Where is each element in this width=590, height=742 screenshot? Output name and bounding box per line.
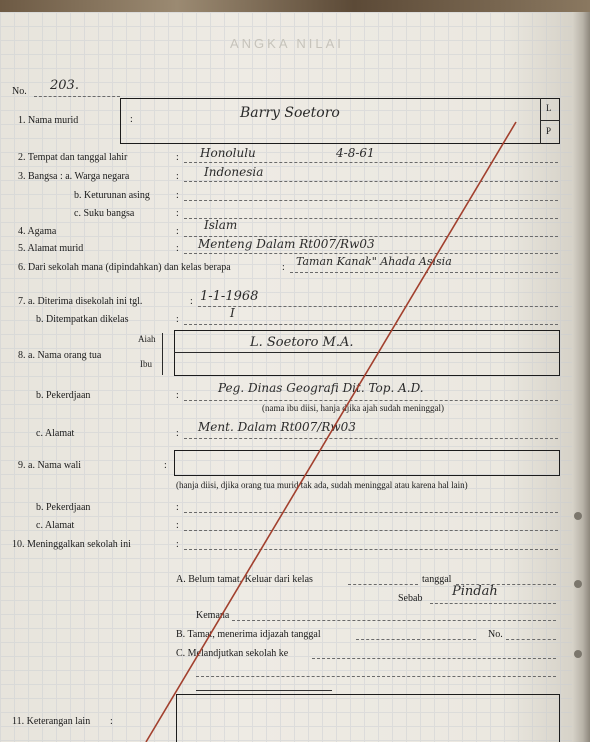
alamat-murid-label: 5. Alamat murid [18, 243, 84, 254]
colon: : [282, 262, 285, 273]
sekolah-asal-label: 6. Dari sekolah mana (dipindahkan) dan kelas berapa [18, 262, 231, 273]
nama-orang-tua-label: 8. a. Nama orang tua [18, 350, 102, 361]
wali-note: (hanja diisi, djika orang tua murid tak ada, sudah meninggal atau karena hal lain) [176, 480, 468, 490]
keterangan-label: 11. Keterangan lain [12, 716, 91, 727]
warga-negara-value: Indonesia [204, 165, 264, 179]
colon: : [164, 460, 167, 471]
nama-murid-label: 1. Nama murid [18, 115, 79, 126]
colon: : [176, 171, 179, 182]
colon: : [176, 520, 179, 531]
pekerdjaan-wali-label: b. Pekerdjaan [36, 502, 91, 513]
no-label: No. [12, 86, 27, 97]
colon: : [176, 502, 179, 513]
nama-murid-value: Barry Soetoro [240, 105, 340, 121]
colon: : [130, 114, 133, 125]
sebab-value: Pindah [452, 584, 498, 599]
colon: : [110, 716, 113, 727]
colon: : [176, 226, 179, 237]
ibu-note: (nama ibu diisi, hanja djika ajah sudah meninggal) [262, 403, 444, 413]
colon: : [176, 539, 179, 550]
pekerdjaan-ortu-label: b. Pekerdjaan [36, 390, 91, 401]
colon: : [176, 208, 179, 219]
lp-p: P [546, 126, 552, 136]
alamat-murid-value: Menteng Dalam Rt007/Rw03 [198, 237, 375, 251]
kemana-label: Kemana [196, 610, 230, 621]
sekolah-asal-value: Taman Kanak" Ahada Asisia [296, 255, 452, 268]
bangsa-label: 3. Bangsa : a. Warga negara [18, 171, 130, 182]
ditempatkan-label: b. Ditempatkan dikelas [36, 314, 129, 325]
no-idjazah-label: No. [488, 629, 503, 640]
meninggalkan-label: 10. Meninggalkan sekolah ini [12, 539, 131, 550]
ibu-label: Ibu [140, 359, 152, 369]
suku-bangsa-label: c. Suku bangsa [74, 208, 135, 219]
diagonal-strike [146, 122, 516, 742]
melandjutkan-label: C. Melandjutkan sekolah ke [176, 648, 289, 659]
colon: : [176, 243, 179, 254]
tempat-value: Honolulu [200, 146, 256, 160]
tamat-label: B. Tamat, menerima idjazah tanggal [176, 629, 321, 640]
no-value: 203. [50, 78, 79, 93]
colon: : [176, 428, 179, 439]
alamat-ortu-value: Ment. Dalam Rt007/Rw03 [198, 420, 356, 434]
ditempatkan-value: I [230, 306, 235, 320]
alamat-ortu-label: c. Alamat [36, 428, 75, 439]
nama-ayah-value: L. Soetoro M.A. [250, 335, 354, 350]
colon: : [176, 314, 179, 325]
colon: : [190, 296, 193, 307]
tanggal-value: 4-8-61 [336, 146, 375, 160]
keturunan-asing-label: b. Keturunan asing [74, 190, 150, 201]
nama-wali-label: 9. a. Nama wali [18, 460, 82, 471]
diterima-value: 1-1-1968 [200, 289, 259, 304]
colon: : [176, 190, 179, 201]
alamat-wali-label: c. Alamat [36, 520, 75, 531]
tanggal-label: tanggal [422, 574, 452, 585]
colon: : [176, 152, 179, 163]
lp-l: L [546, 103, 552, 113]
tempat-tanggal-label: 2. Tempat dan tanggal lahir [18, 152, 128, 163]
diterima-label: 7. a. Diterima disekolah ini tgl. [18, 296, 143, 307]
agama-label: 4. Agama [18, 226, 57, 237]
belum-tamat-label: A. Belum tamat. Keluar dari kelas [176, 574, 313, 585]
ghost-header-text: ANGKA NILAI [230, 36, 344, 51]
agama-value: Islam [204, 218, 238, 232]
pekerdjaan-ortu-value: Peg. Dinas Geografi Dit. Top. A.D. [218, 381, 424, 395]
colon: : [176, 390, 179, 401]
sebab-label: Sebab [398, 593, 423, 604]
ayah-label: Aiah [138, 334, 156, 344]
